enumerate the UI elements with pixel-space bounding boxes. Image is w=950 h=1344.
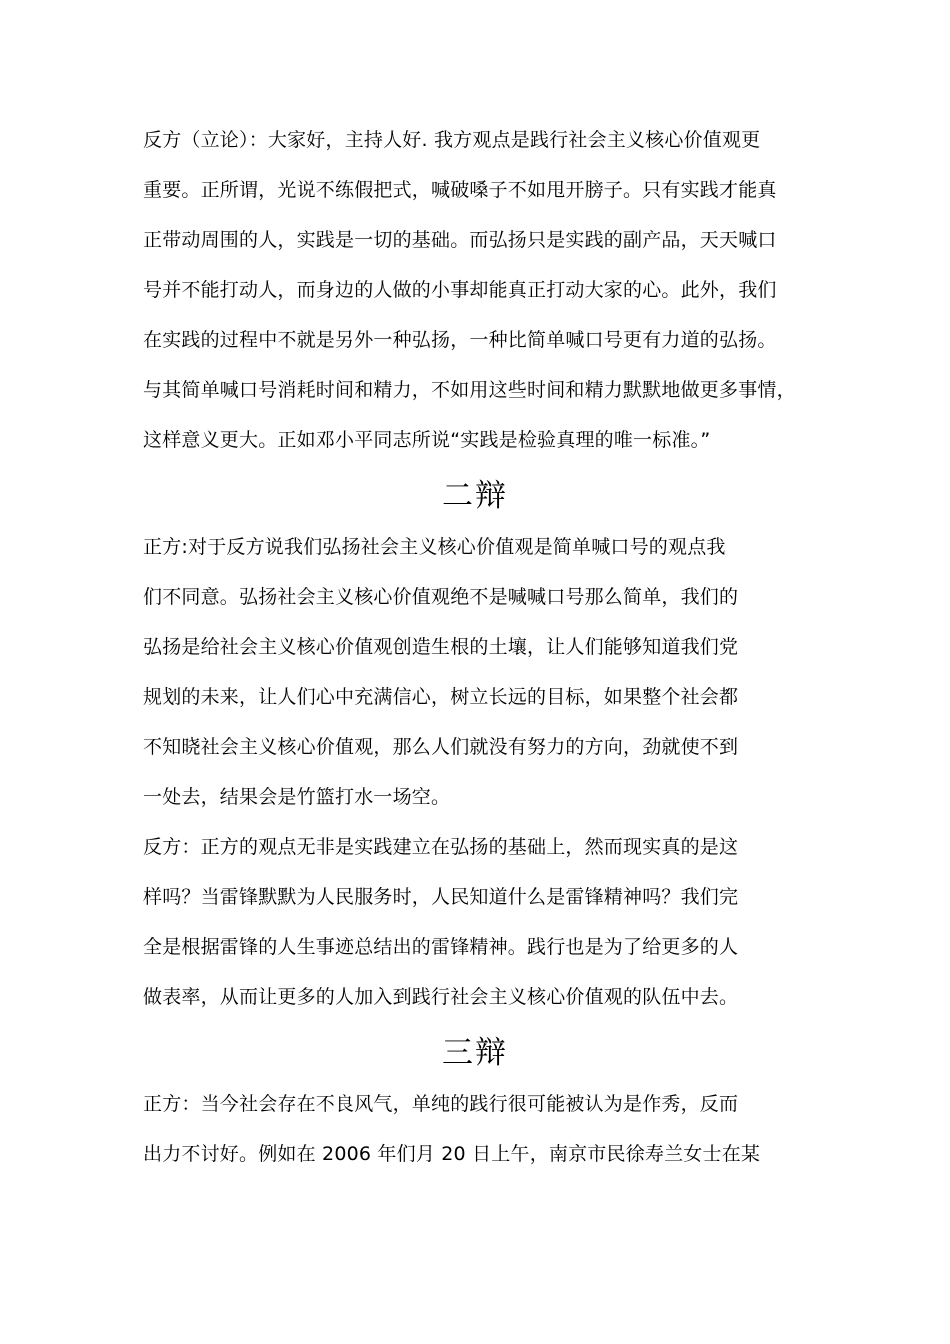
paragraph-line: 号并不能打动人，而身边的人做的小事却能真正打动大家的心。此外，我们 <box>143 279 777 301</box>
paragraph-line: 正方：当今社会存在不良风气，单纯的践行很可能被认为是作秀，反而 <box>143 1093 739 1115</box>
paragraph-line: 全是根据雷锋的人生事迹总结出的雷锋精神。践行也是为了给更多的人 <box>143 936 739 958</box>
section-heading: 二辩 <box>442 478 508 514</box>
section-heading: 三辩 <box>442 1035 508 1071</box>
paragraph-line: 不知晓社会主义核心价值观，那么人们就没有努力的方向，劲就使不到 <box>143 736 739 758</box>
paragraph-line: 在实践的过程中不就是另外一种弘扬，一种比简单喊口号更有力道的弘扬。 <box>143 329 777 351</box>
paragraph-line: 正带动周围的人，实践是一切的基础。而弘扬只是实践的副产品，天天喊口 <box>143 229 777 251</box>
paragraph-line: 样吗？当雷锋默默为人民服务时，人民知道什么是雷锋精神吗？我们完 <box>143 886 739 908</box>
paragraph-line: 出力不讨好。例如在 2006 年们月 20 日上午，南京市民徐寿兰女士在某 <box>143 1143 761 1165</box>
paragraph-line: 这样意义更大。正如邓小平同志所说“实践是检验真理的唯一标准。” <box>143 429 711 451</box>
paragraph-line: 们不同意。弘扬社会主义核心价值观绝不是喊喊口号那么简单，我们的 <box>143 586 739 608</box>
paragraph-line: 重要。正所谓，光说不练假把式，喊破嗓子不如甩开膀子。只有实践才能真 <box>143 179 777 201</box>
paragraph-line: 规划的未来，让人们心中充满信心，树立长远的目标，如果整个社会都 <box>143 686 739 708</box>
paragraph-line: 弘扬是给社会主义核心价值观创造生根的土壤，让人们能够知道我们党 <box>143 636 739 658</box>
paragraph-line: 做表率，从而让更多的人加入到践行社会主义核心价值观的队伍中去。 <box>143 986 739 1008</box>
paragraph-line: 一处去，结果会是竹篮打水一场空。 <box>143 786 451 808</box>
paragraph-line: 正方:对于反方说我们弘扬社会主义核心价值观是简单喊口号的观点我 <box>143 536 726 558</box>
paragraph-line: 反方：正方的观点无非是实践建立在弘扬的基础上，然而现实真的是这 <box>143 836 739 858</box>
paragraph-line: 反方（立论）：大家好，主持人好. 我方观点是践行社会主义核心价值观更 <box>143 129 761 151</box>
paragraph-line: 与其简单喊口号消耗时间和精力，不如用这些时间和精力默默地做更多事情， <box>143 379 796 401</box>
